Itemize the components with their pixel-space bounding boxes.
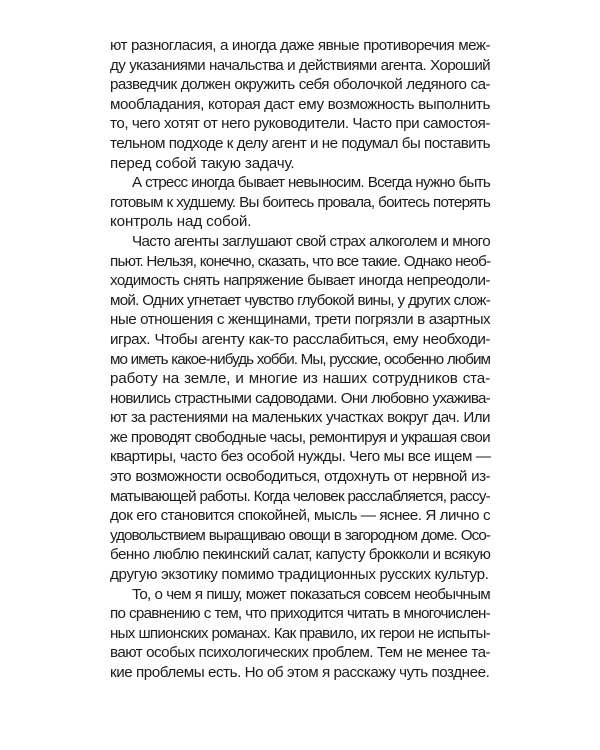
- text-line: док его становится спокойней, мысль — яснее. Я лично с: [110, 507, 490, 525]
- text-line: контроль над собой.: [110, 213, 252, 231]
- text-line: ных шпионских романах. Как правило, их герои не испыты-: [110, 624, 490, 642]
- text-line: ду указаниями начальства и действиями агента. Хороший: [110, 56, 490, 74]
- paragraph: [110, 173, 490, 232]
- text-line: перед собой такую задачу.: [110, 154, 295, 172]
- paragraph: [110, 36, 490, 173]
- text-line: удовольствием выращиваю овощи в загородном доме. Осо-: [110, 526, 490, 544]
- text-line: Часто агенты заглушают свой страх алкоголем и много: [132, 232, 490, 250]
- text-line: кие проблемы есть. Но об этом я расскажу чуть позднее.: [110, 664, 490, 681]
- text-line: То, о чем я пишу, может показаться совсем необычным: [132, 585, 490, 603]
- text-line: тельном подходе к делу агент и не подумал бы поставить: [110, 134, 490, 152]
- text-line: мой. Одних угнетает чувство глубокой вины, у других слож-: [110, 291, 490, 309]
- text-line: квартиры, часто без особой нужды. Чего мы все ищем —: [110, 448, 491, 466]
- paragraph: [110, 585, 490, 683]
- body-text: [110, 36, 490, 683]
- text-line: другую экзотику помимо традиционных русских культур.: [110, 566, 489, 584]
- text-line: А стресс иногда бывает невыносим. Всегда нужно быть: [132, 174, 490, 192]
- text-line: бенно люблю пекинский салат, капусту брокколи и всякую: [110, 546, 491, 564]
- text-line: ходимость снять напряжение бывает иногда непреодоли-: [110, 272, 490, 290]
- text-line: вают особых психологических проблем. Тем не менее та-: [110, 644, 490, 662]
- text-line: же проводят свободные часы, ремонтируя и украшая свои: [110, 428, 490, 446]
- text-line: матывающей работы. Когда человек расслабляется, рассу-: [110, 487, 490, 505]
- text-line: готовым к худшему. Вы боитесь провала, боитесь потерять: [110, 193, 490, 211]
- text-line: разведчик должен окружить себя оболочкой ледяного са-: [110, 76, 490, 94]
- text-line: пьют. Нельзя, конечно, сказать, что все такие. Однако необ-: [110, 252, 491, 270]
- text-line: играх. Чтобы агенту как-то расслабиться, ему необходи-: [110, 330, 490, 348]
- text-line: ют разногласия, а иногда даже явные противоречия меж-: [110, 37, 490, 54]
- paragraph: [110, 232, 490, 585]
- text-line: ные отношения с женщинами, трети погрязли в азартных: [110, 311, 490, 329]
- text-line: это возможности освободиться, отдохнуть от нервной из-: [110, 468, 490, 486]
- text-line: мо иметь какое-нибудь хобби. Мы, русские, особенно любим: [110, 350, 490, 368]
- text-line: по сравнению с тем, что приходится читать в многочислен-: [110, 605, 490, 623]
- text-line: то, чего хотят от него руководители. Часто при самостоя-: [110, 115, 490, 133]
- text-line: ют за растениями на маленьких участках вокруг дач. Или: [110, 409, 490, 427]
- text-line: новились страстными садоводами. Они любовно ухажива-: [110, 389, 490, 407]
- text-line: работу на земле, и многие из наших сотрудников ста-: [110, 370, 490, 388]
- text-line: мообладания, которая даст ему возможность выполнить: [110, 95, 490, 113]
